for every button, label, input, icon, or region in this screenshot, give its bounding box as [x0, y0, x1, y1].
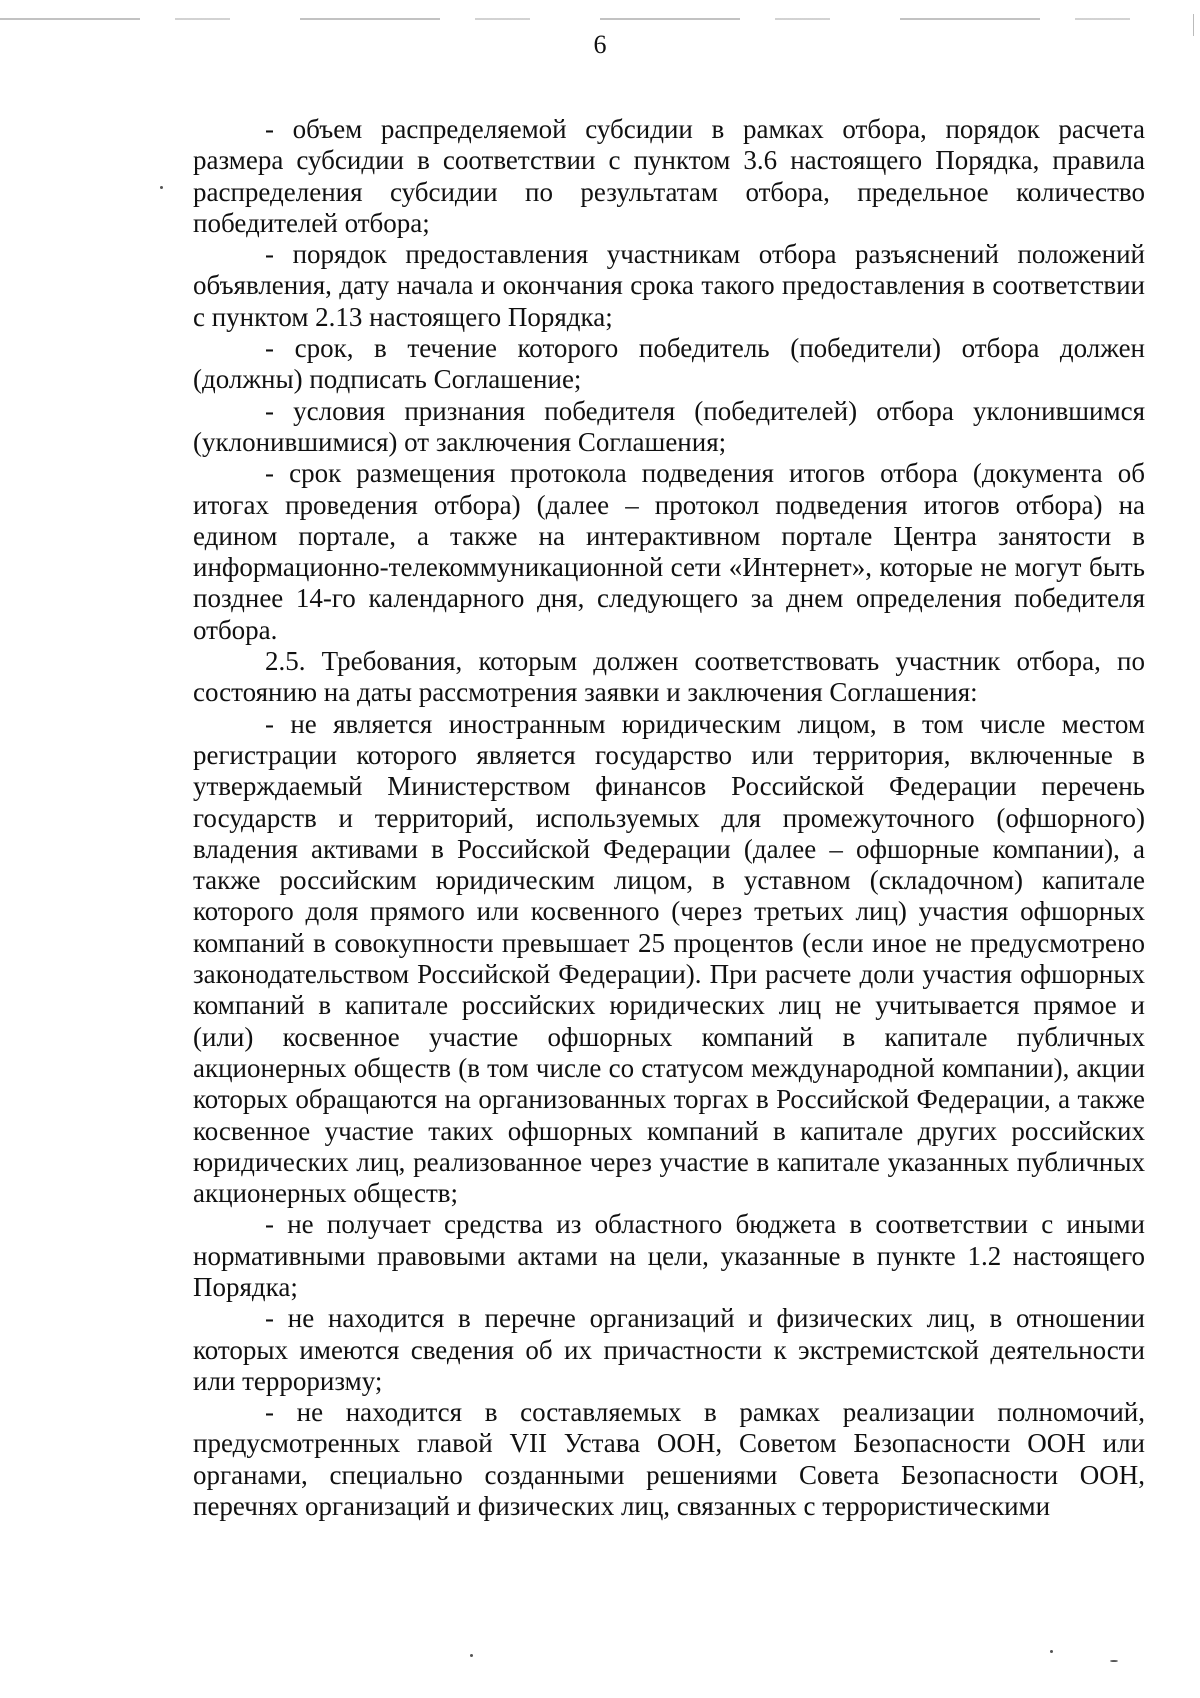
scan-speck: [1110, 1660, 1118, 1662]
paragraph-un-sanctions: - не находится в составляемых в рамках реализации полномочий, предусмотренных главой VII Устава ООН, Советом Безопасности ООН или органами, специально созданными решениями Совета Безопасности ООН, перечнях организаций и физических лиц, связанных с террористическими: [193, 1397, 1145, 1522]
paragraph-budget-funds: - не получает средства из областного бюджета в соответствии с иными нормативными правовыми актами на цели, указанные в пункте 1.2 настоящего Порядка;: [193, 1209, 1145, 1302]
paragraph-clarification-procedure: - порядок предоставления участникам отбора разъяснений положений объявления, дату начала и окончания срока такого предоставления в соответствии с пунктом 2.13 настоящего Порядка;: [193, 239, 1145, 332]
scan-top-edge: [0, 18, 1200, 20]
paragraph-protocol-publication: - срок размещения протокола подведения итогов отбора (документа об итогах проведения отбора) (далее – протокол подведения итогов отбора) на едином портале, а также на интерактивном портале Центра занятости в информационно-телекоммуникационной сети «Интернет», которые не могут быть позднее 14-го календарного дня, следующего за днем определения победителя отбора.: [193, 458, 1145, 645]
paragraph-extremism-list: - не находится в перечне организаций и физических лиц, в отношении которых имеются сведения об их причастности к экстремистской деятельности или терроризму;: [193, 1303, 1145, 1396]
scan-speck: [160, 186, 163, 189]
paragraph-subsidy-volume: - объем распределяемой субсидии в рамках отбора, порядок расчета размера субсидии в соответствии с пунктом 3.6 настоящего Порядка, правила распределения субсидии по результатам отбора, предельное количество победителей отбора;: [193, 114, 1145, 238]
page-number: 6: [593, 30, 607, 59]
scan-speck: [1050, 1650, 1053, 1653]
paragraph-section-2-5: 2.5. Требования, которым должен соответствовать участник отбора, по состоянию на даты рассмотрения заявки и заключения Соглашения:: [193, 646, 1145, 708]
scan-speck: [470, 1654, 473, 1657]
paragraph-evasion-conditions: - условия признания победителя (победителей) отбора уклонившимся (уклонившимися) от заключения Соглашения;: [193, 395, 1145, 457]
paragraph-signing-deadline: - срок, в течение которого победитель (победители) отбора должен (должны) подписать Соглашение;: [193, 333, 1145, 395]
paragraph-offshore-requirement: - не является иностранным юридическим лицом, в том числе местом регистрации которого является государство или территория, включенные в утверждаемый Министерством финансов Российской Федерации перечень государств и территорий, используемых для промежуточного (офшорного) владения активами в Российской Федерации (далее – офшорные компании), а также российским юридическим лицом, в уставном (складочном) капитале которого доля прямого или косвенного (через третьих лиц) участия офшорных компаний в совокупности превышает 25 процентов (если иное не предусмотрено законодательством Российской Федерации). При расчете доли участия офшорных компаний в капитале российских юридических лиц не учитывается прямое и (или) косвенное участие офшорных компаний в капитале публичных акционерных обществ (в том числе со статусом международной компании), акции которых обращаются на организованных торгах в Российской Федерации, а также косвенное участие таких офшорных компаний в капитале других российских юридических лиц, реализованное через участие в капитале указанных публичных акционерных обществ;: [193, 708, 1145, 1209]
document-body: [193, 114, 1145, 1522]
